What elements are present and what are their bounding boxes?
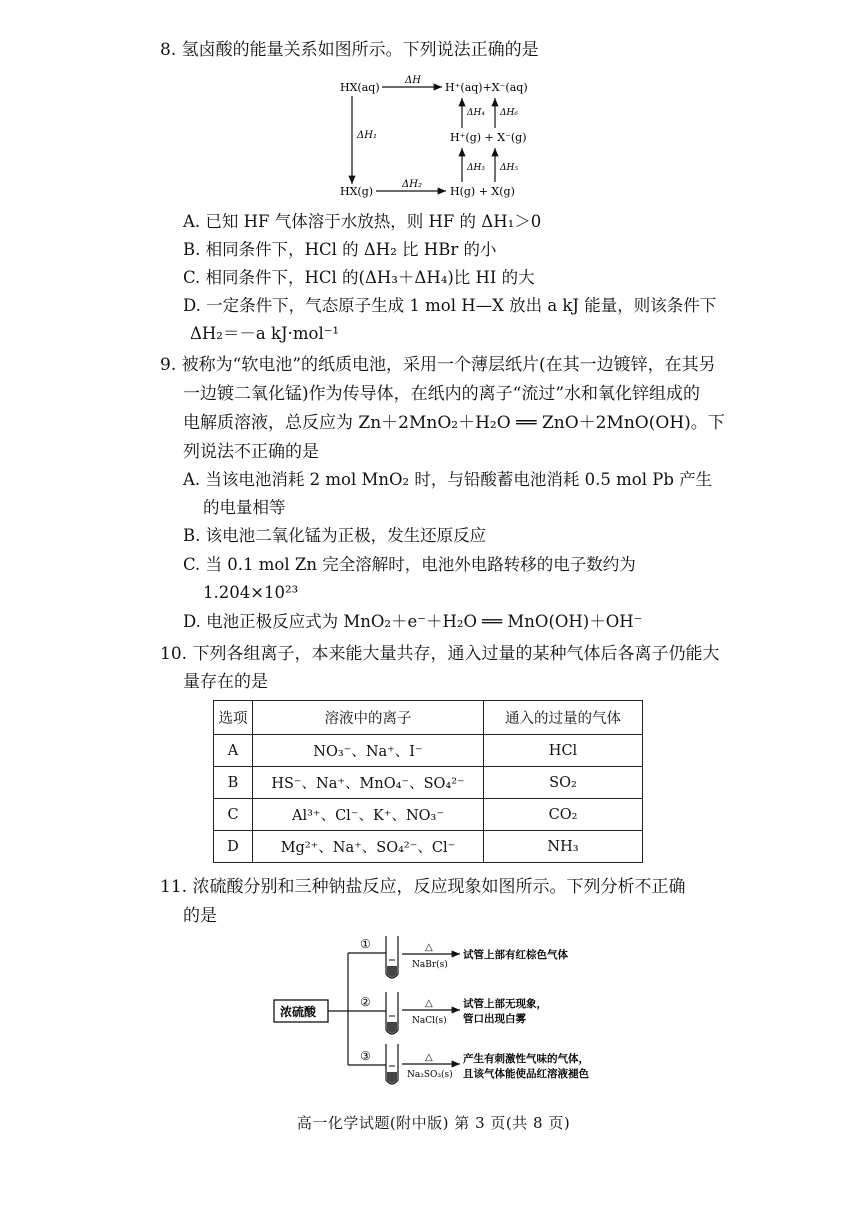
branch-1-heat: △ <box>425 942 433 953</box>
table-cell-gas: HCl <box>484 735 643 767</box>
atoms-g-label: H(g) + X(g) <box>450 185 515 198</box>
table-cell-gas: NH₃ <box>484 831 643 863</box>
branch-2-number: ② <box>360 995 371 1009</box>
question-11-stem-line2: 的是 <box>183 906 217 926</box>
source-label: 浓硫酸 <box>280 1005 317 1019</box>
table-cell-ions: HS⁻、Na⁺、MnO₄⁻、SO₄²⁻ <box>253 767 484 799</box>
branch-1-number: ① <box>360 937 371 951</box>
table-cell-option: A <box>214 735 253 767</box>
branch-2-result-line2: 管口出现白雾 <box>463 1013 526 1025</box>
branch-3-result-line1: 产生有刺激性气味的气体， <box>463 1053 589 1065</box>
question-8-stem: 8. 氢卤酸的能量关系如图所示。下列说法正确的是 <box>160 40 539 60</box>
hx-g-label: HX(g) <box>340 185 374 198</box>
table-cell-gas: SO₂ <box>484 767 643 799</box>
q8-option-d: D. 一定条件下，气态原子生成 1 mol H—X 放出 a kJ 能量，则该条件下 <box>183 296 717 315</box>
dh-label: ΔH <box>405 75 421 86</box>
question-9-stem-line4: 列说法不正确的是 <box>183 442 319 462</box>
ion-table <box>213 700 643 863</box>
question-10-stem-line2: 量存在的是 <box>183 672 268 692</box>
ions-aq-label: H⁺(aq)+X⁻(aq) <box>445 81 528 94</box>
dh5-label: ΔH₅ <box>500 163 518 173</box>
question-11-stem-line1: 11. 浓硫酸分别和三种钠盐反应，反应现象如图所示。下列分析不正确 <box>160 877 686 897</box>
branch-2-result-line1: 试管上部无现象， <box>463 998 547 1010</box>
table-header-gas: 通入的过量的气体 <box>484 701 643 735</box>
ions-g-label: H⁺(g) + X⁻(g) <box>450 131 527 144</box>
q9-option-a: A. 当该电池消耗 2 mol MnO₂ 时，与铅酸蓄电池消耗 0.5 mol Pb 产生 <box>183 470 713 489</box>
test-tube-2 <box>386 992 398 1034</box>
branch-3-salt: Na₂SO₃(s) <box>407 1070 453 1080</box>
table-row <box>214 831 643 863</box>
branch-2-salt: NaCl(s) <box>412 1016 447 1026</box>
q8-option-c: C. 相同条件下，HCl 的(ΔH₃＋ΔH₄)比 HI 的大 <box>183 268 535 287</box>
branch-2-heat: △ <box>425 998 433 1009</box>
hx-aq-label: HX(aq) <box>340 81 380 94</box>
dh1-label: ΔH₁ <box>357 130 377 141</box>
question-9-stem-line2: 一边镀二氧化锰)作为传导体，在纸内的离子“流过”水和氧化锌组成的 <box>183 384 701 404</box>
branch-3-number: ③ <box>360 1049 371 1063</box>
table-cell-ions: NO₃⁻、Na⁺、I⁻ <box>253 735 484 767</box>
branch-1-result-line1: 试管上部有红棕色气体 <box>463 949 568 961</box>
q9-option-c-cont: 1.204×10²³ <box>203 583 299 602</box>
dh2-label: ΔH₂ <box>402 179 422 190</box>
question-9-stem-line1: 9. 被称为“软电池”的纸质电池，采用一个薄层纸片(在其一边镀锌，在其另 <box>160 355 716 375</box>
energy-cycle-diagram <box>330 72 550 204</box>
table-cell-option: C <box>214 799 253 831</box>
branch-3-heat: △ <box>425 1052 433 1063</box>
q9-option-b: B. 该电池二氧化锰为正极，发生还原反应 <box>183 526 487 545</box>
sulfuric-acid-reaction-diagram <box>268 930 628 1088</box>
q9-option-d: D. 电池正极反应式为 MnO₂＋e⁻＋H₂O ══ MnO(OH)＋OH⁻ <box>183 612 643 631</box>
q9-option-a-cont: 的电量相等 <box>203 498 286 517</box>
table-cell-ions: Mg²⁺、Na⁺、SO₄²⁻、Cl⁻ <box>253 831 484 863</box>
table-cell-option: B <box>214 767 253 799</box>
q8-option-a: A. 已知 HF 气体溶于水放热，则 HF 的 ΔH₁＞0 <box>183 212 542 231</box>
branch-3-result-line2: 且该气体能使品红溶液褪色 <box>463 1068 589 1080</box>
table-row <box>214 767 643 799</box>
table-row <box>214 799 643 831</box>
table-header-row <box>214 701 643 735</box>
question-10-stem-line1: 10. 下列各组离子，本来能大量共存，通入过量的某种气体后各离子仍能大 <box>160 644 720 664</box>
table-cell-option: D <box>214 831 253 863</box>
table-row <box>214 735 643 767</box>
q9-option-c: C. 当 0.1 mol Zn 完全溶解时，电池外电路转移的电子数约为 <box>183 555 636 574</box>
dh4-label: ΔH₄ <box>467 108 485 118</box>
table-cell-ions: Al³⁺、Cl⁻、K⁺、NO₃⁻ <box>253 799 484 831</box>
branch-1-salt: NaBr(s) <box>412 960 448 970</box>
page-footer: 高一化学试题(附中版) 第 3 页(共 8 页) <box>296 1114 571 1132</box>
table-header-option: 选项 <box>214 701 253 735</box>
dh3-label: ΔH₃ <box>467 163 485 173</box>
dh6-label: ΔH₆ <box>500 108 518 118</box>
table-cell-gas: CO₂ <box>484 799 643 831</box>
q8-option-b: B. 相同条件下，HCl 的 ΔH₂ 比 HBr 的小 <box>183 240 497 259</box>
test-tube-1 <box>386 936 398 978</box>
table-header-ions: 溶液中的离子 <box>253 701 484 735</box>
q8-option-d-cont: ΔH₂＝－a kJ·mol⁻¹ <box>190 324 340 343</box>
question-9-stem-line3: 电解质溶液，总反应为 Zn＋2MnO₂＋H₂O ══ ZnO＋2MnO(OH)。下 <box>183 413 725 433</box>
test-tube-3 <box>386 1044 398 1084</box>
